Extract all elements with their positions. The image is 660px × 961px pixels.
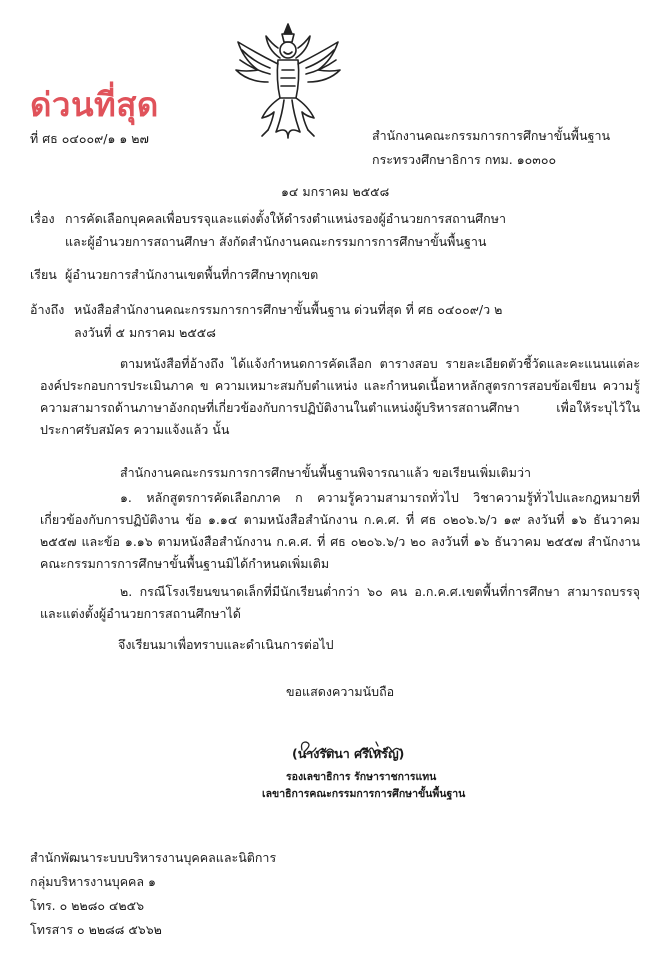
recipient-label: เรียน: [30, 267, 57, 282]
regards: ขอแสดงความนับถือ: [286, 684, 395, 699]
signatory-position-2: เลขาธิการคณะกรรมการการศึกษาขั้นพื้นฐาน: [262, 788, 466, 800]
subject-label: เรื่อง: [30, 211, 55, 226]
signatory-position-1: รองเลขาธิการ รักษาราชการแทน: [286, 771, 437, 783]
reference-number: ที่ ศธ ๐๔๐๐๙/๑ ๑ ๒๗: [30, 131, 149, 146]
urgency-stamp: ด่วนที่สุด: [30, 85, 159, 124]
body-item-1: [40, 487, 640, 575]
body-paragraph-2: [40, 462, 640, 484]
reference-label: อ้างถึง: [30, 302, 65, 317]
reference-line-2: ลงวันที่ ๕ มกราคม ๒๕๕๘: [74, 325, 216, 340]
body-paragraph-1-text: ตามหนังสือที่อ้างถึง ได้แจ้งกำหนดการคัดเลือก ตารางสอบ รายละเอียดตัวชี้วัดและคะแนนแต่ละองค์ประกอบการประเมินภาค ข ความเหมาะสมกับตำแหน่ง และกำหนดเนื้อหาหลักสูตรการสอบข้อเขียน ความรู้ความสามารถด้านภาษาอังกฤษที่เกี่ยวข้องกับการปฏิบัติงานในตำแหน่งผู้บริหารสถานศึกษา เพื่อให้ระบุไว้ในประกาศรับสมัคร ความแจ้งแล้ว นั้น: [40, 356, 640, 437]
body-paragraph-2-text: สำนักงานคณะกรรมการการศึกษาขั้นพื้นฐานพิจารณาแล้ว ขอเรียนเพิ่มเติมว่า: [120, 465, 531, 480]
letter-date: ๑๔ มกราคม ๒๕๕๘: [281, 184, 390, 199]
footer-phone: โทร. ๐ ๒๒๘๐ ๔๒๕๖: [30, 898, 145, 913]
closing-line: จึงเรียนมาเพื่อทราบและดำเนินการต่อไป: [118, 637, 334, 652]
garuda-emblem-icon: [228, 20, 348, 145]
body-item-1-text: ๑. หลักสูตรการคัดเลือกภาค ก ความรู้ความสามารถทั่วไป วิชาความรู้ทั่วไปและกฎหมายที่เกี่ยวข้องกับการปฏิบัติงาน ข้อ ๑.๑๔ ตามหนังสือสำนักงาน ก.ค.ศ. ที่ ศธ ๐๒๐๖.๖/ว ๑๙ ลงวันที่ ๑๖ ธันวาคม ๒๕๕๗ และข้อ ๑.๑๖ ตามหนังสือสำนักงาน ก.ค.ศ. ที่ ศธ ๐๒๐๖.๖/ว ๒๐ ลงวันที่ ๑๖ ธันวาคม ๒๕๕๗ สำนักงานคณะกรรมการการศึกษาขั้นพื้นฐานมิได้กำหนดเพิ่มเติม: [40, 490, 640, 571]
body-paragraph-1: [40, 353, 640, 441]
org-address: กระทรวงศึกษาธิการ กทม. ๑๐๓๐๐: [372, 152, 557, 167]
footer-fax: โทรสาร ๐ ๒๒๘๘ ๕๖๖๒: [30, 922, 162, 937]
recipient-text: ผู้อำนวยการสำนักงานเขตพื้นที่การศึกษาทุกเขต: [65, 267, 319, 282]
body-item-2-text: ๒. กรณีโรงเรียนขนาดเล็กที่มีนักเรียนต่ำกว่า ๖๐ คน อ.ก.ค.ศ.เขตพื้นที่การศึกษา สามารถบรรจุและแต่งตั้งผู้อำนวยการสถานศึกษาได้: [40, 584, 640, 621]
body-item-2: [40, 581, 640, 625]
org-name: สำนักงานคณะกรรมการการศึกษาขั้นพื้นฐาน: [372, 128, 611, 143]
subject-line-1: การคัดเลือกบุคคลเพื่อบรรจุและแต่งตั้งให้ดำรงตำแหน่งรองผู้อำนวยการสถานศึกษา: [65, 211, 507, 226]
subject-line-2: และผู้อำนวยการสถานศึกษา สังกัดสำนักงานคณะกรรมการการศึกษาขั้นพื้นฐาน: [65, 234, 487, 249]
signatory-name: (นางรัตนา ศรีเหรัญ): [292, 746, 405, 761]
footer-office: สำนักพัฒนาระบบบริหารงานบุคคลและนิติการ: [30, 850, 277, 865]
footer-group: กลุ่มบริหารงานบุคคล ๑: [30, 874, 156, 889]
reference-line-1: หนังสือสำนักงานคณะกรรมการการศึกษาขั้นพื้นฐาน ด่วนที่สุด ที่ ศธ ๐๔๐๐๙/ว ๒: [74, 302, 503, 317]
